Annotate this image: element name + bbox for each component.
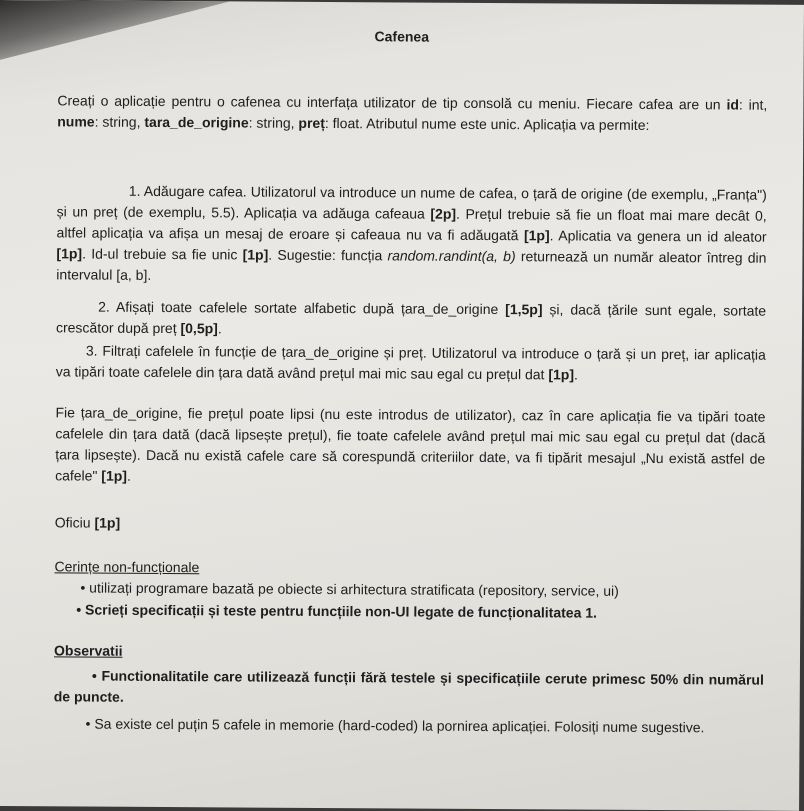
page-title: Cafenea: [374, 28, 430, 45]
oficiu-line: Oficiu [1p]: [54, 514, 121, 531]
requirement-item-3: 3. Filtrați cafelele în funcție de țara_de_origine și preț. Utilizatorul va introduce o țară și un preț, iar aplicația va tipări toate cafelele din țara dată având prețul mai mic sau egal cu prețul dat [1p].: [55, 342, 766, 383]
observations-heading: Observatii: [53, 642, 123, 659]
nonfunctional-heading: Cerințe non-funcționale: [54, 558, 200, 576]
observation-bullet: • Functionalitatile care utilizează funcții fără testele și specificațiile cerute primesc 50% din numărul de puncte.: [53, 667, 764, 705]
nonfunctional-bullet: • Scrieți specificații și teste pentru funcțiile non-UI legate de funcționalitatea 1.: [76, 601, 598, 621]
intro-paragraph: Creați o aplicație pentru o cafenea cu interfața utilizator de tip consolă cu meniu. Fiecare cafea are un id: int, nume: string, tara_de_origine: string, preț: float. Atributul nume este unic. Aplicația va permite:: [57, 92, 768, 133]
observation-bullet: • Sa existe cel puțin 5 cafele in memorie (hard-coded) la pornirea aplicației. Folosiți nume sugestive.: [85, 715, 705, 736]
filter-note-paragraph: Fie țara_de_origine, fie prețul poate lipsi (nu este introdus de utilizator), caz în care aplicația fie va tipări toate cafelele din țara dată (dacă lipsește prețul), fie toate cafelele având prețul mai mic sau egal cu prețul dat (dacă țara lipsește). Dacă nu există cafele care să corespundă criteriilor date, va fi tipărit mesajul „Nu există astfel de cafele" [1p].: [55, 404, 766, 484]
requirement-item-1: 1. Adăugare cafea. Utilizatorul va introduce un nume de cafea, o țară de origine (de exemplu, „Franța") și un preț (de exemplu, 5.5). Aplicația va adăuga cafeaua [2p]. Prețul trebuie să fie un float mai mare decât 0, altfel aplicația va afișa un mesaj de eroare și cafeaua nu va fi adăugată [1p]. Aplicatia va genera un id aleator [1p]. Id-ul trebuie sa fie unic [1p]. Sugestie: funcția random.randint(a, b) returnează un număr aleator întreg din intervalul [a, b].: [56, 182, 767, 283]
requirement-item-2: 2. Afișați toate cafelele sortate alfabetic după țara_de_origine [1,5p] și, dacă țările sunt egale, sortate crescător după preț [0,5p].: [55, 298, 767, 337]
nonfunctional-bullet: • utilizați programare bazată pe obiecte si arhitectura stratificata (repository, service, ui): [80, 579, 619, 599]
